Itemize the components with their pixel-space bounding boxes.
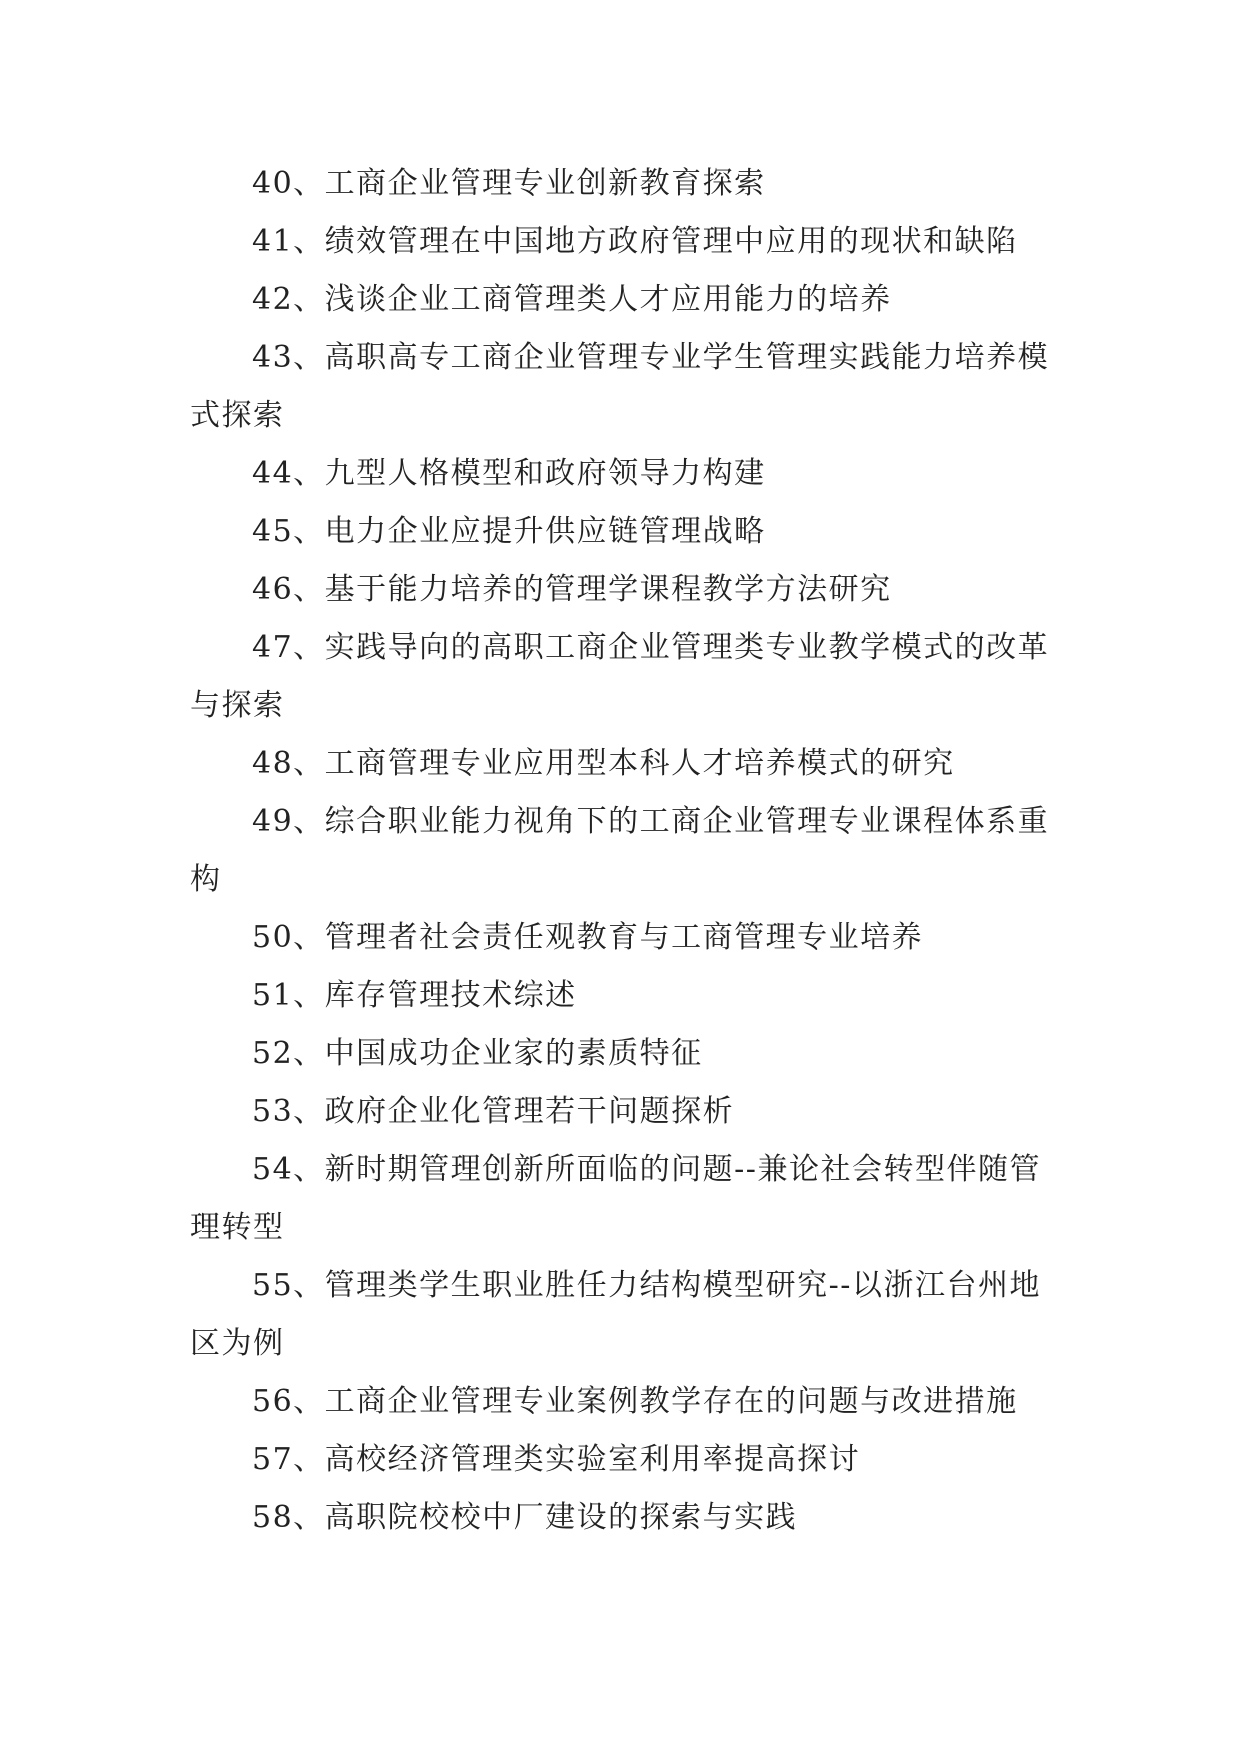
- list-item: 51、库存管理技术综述: [252, 978, 577, 1013]
- list-item: 42、浅谈企业工商管理类人才应用能力的培养: [252, 282, 892, 317]
- list-item: 52、中国成功企业家的素质特征: [252, 1036, 703, 1071]
- list-item: 55、管理类学生职业胜任力结构模型研究--以浙江台州地区为例: [190, 1268, 1041, 1361]
- list-item: 43、高职高专工商企业管理专业学生管理实践能力培养模式探索: [190, 340, 1050, 433]
- list-item: 47、实践导向的高职工商企业管理类专业教学模式的改革与探索: [190, 630, 1050, 723]
- list-item: 57、高校经济管理类实验室利用率提高探讨: [252, 1442, 861, 1477]
- list-item: 53、政府企业化管理若干问题探析: [252, 1094, 735, 1129]
- list-item: 48、工商管理专业应用型本科人才培养模式的研究: [252, 746, 955, 781]
- list-item: 54、新时期管理创新所面临的问题--兼论社会转型伴随管理转型: [190, 1152, 1041, 1245]
- list-item: 45、电力企业应提升供应链管理战略: [252, 514, 766, 549]
- topic-list: [190, 155, 1050, 1547]
- list-item: 49、综合职业能力视角下的工商企业管理专业课程体系重构: [190, 804, 1050, 897]
- list-item: 50、管理者社会责任观教育与工商管理专业培养: [252, 920, 924, 955]
- list-item: 56、工商企业管理专业案例教学存在的问题与改进措施: [252, 1384, 1018, 1419]
- list-item: 41、绩效管理在中国地方政府管理中应用的现状和缺陷: [252, 224, 1018, 259]
- list-item: 58、高职院校校中厂建设的探索与实践: [252, 1500, 798, 1535]
- list-item: 44、九型人格模型和政府领导力构建: [252, 456, 766, 491]
- list-item: 46、基于能力培养的管理学课程教学方法研究: [252, 572, 892, 607]
- list-item: 40、工商企业管理专业创新教育探索: [252, 166, 766, 201]
